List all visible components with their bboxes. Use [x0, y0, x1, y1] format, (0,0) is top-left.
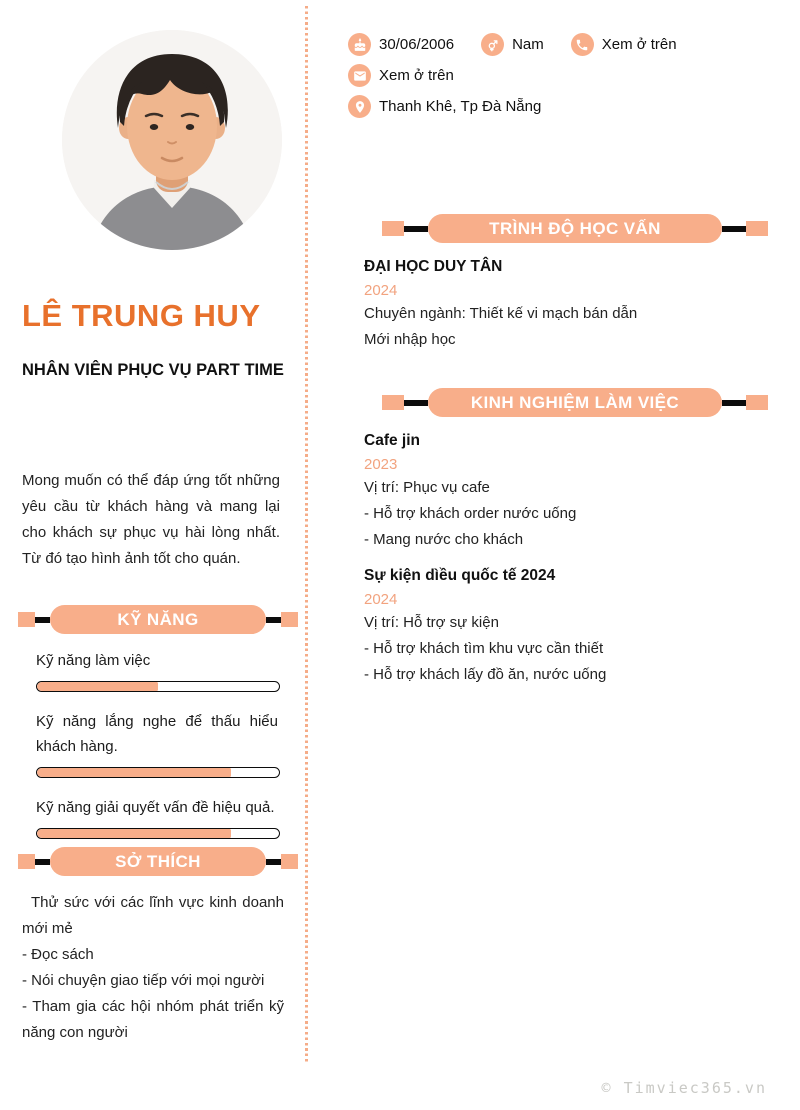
- address-value: Thanh Khê, Tp Đà Nẵng: [379, 98, 542, 115]
- location-pin-icon: [348, 95, 371, 118]
- candidate-title: NHÂN VIÊN PHỤC VỤ PART TIME: [22, 361, 284, 379]
- contact-email: [348, 64, 454, 87]
- experience-details: [364, 610, 784, 688]
- skills-section-header: [18, 605, 298, 634]
- education-section-header: [382, 214, 768, 243]
- skill-bar: [36, 828, 280, 839]
- education-entries: [364, 258, 784, 367]
- header-bar-left: [35, 859, 50, 865]
- email-icon: [348, 64, 371, 87]
- experience-detail-line: - Mang nước cho khách: [364, 531, 524, 548]
- header-square-right: [281, 854, 298, 869]
- header-square-right: [746, 395, 768, 410]
- hobbies-list: [22, 890, 284, 1046]
- phone-icon: [571, 33, 594, 56]
- contact-phone: [571, 33, 677, 56]
- experience-detail-line: - Hỗ trợ khách lấy đồ ăn, nước uống: [364, 666, 607, 683]
- site-watermark: © Timviec365.vn: [601, 1079, 767, 1097]
- skill-label: Kỹ năng lắng nghe để thấu hiểu khách hàng.: [36, 713, 278, 755]
- email-value: Xem ở trên: [379, 67, 454, 84]
- header-square-right: [281, 612, 298, 627]
- employer-name: Cafe jin: [364, 432, 420, 449]
- experience-year: 2023: [364, 456, 398, 473]
- hobbies-section-title: SỞ THÍCH: [50, 847, 266, 876]
- phone-value: Xem ở trên: [601, 36, 677, 53]
- skill-bar: [36, 767, 280, 778]
- experience-section-title: KINH NGHIỆM LÀM VIỆC: [428, 388, 722, 417]
- education-details: [364, 301, 784, 353]
- header-square-left: [18, 612, 35, 627]
- experience-detail-line: Vị trí: Hỗ trợ sự kiện: [364, 614, 499, 631]
- header-bar-left: [404, 226, 428, 232]
- portrait-illustration: [62, 30, 282, 250]
- experience-entry: [364, 567, 784, 688]
- education-detail-line: Chuyên ngành: Thiết kế vi mạch bán dẫn: [364, 305, 638, 322]
- career-objective: Mong muốn có thể đáp ứng tốt những yêu cầu từ khách hàng và mang lại cho khách sự phục vụ hài lòng nhất. Từ đó tạo hình ảnh tốt cho quán.: [22, 472, 280, 567]
- hobbies-section-header: [18, 847, 298, 876]
- education-section-title: TRÌNH ĐỘ HỌC VẤN: [428, 214, 722, 243]
- skill-bar-fill: [37, 682, 158, 691]
- education-detail-line: Mới nhập học: [364, 331, 456, 348]
- gender-icon: [481, 33, 504, 56]
- contact-address: [348, 95, 541, 118]
- education-year: 2024: [364, 282, 398, 299]
- school-name: ĐẠI HỌC DUY TÂN: [364, 258, 503, 275]
- experience-entries: [364, 432, 784, 702]
- header-square-right: [746, 221, 768, 236]
- experience-entry: [364, 432, 784, 553]
- skills-list: [36, 648, 278, 856]
- experience-section-header: [382, 388, 768, 417]
- header-bar-left: [404, 400, 428, 406]
- header-square-left: [382, 221, 404, 236]
- contact-birthday: [348, 33, 454, 56]
- experience-detail-line: Vị trí: Phục vụ cafe: [364, 479, 490, 496]
- skills-section-title: KỸ NĂNG: [50, 605, 266, 634]
- experience-detail-line: - Hỗ trợ khách tìm khu vực cần thiết: [364, 640, 604, 657]
- contact-row: [348, 95, 788, 118]
- contact-row: [348, 33, 788, 56]
- contact-row: [348, 64, 788, 87]
- header-bar-left: [35, 617, 50, 623]
- experience-year: 2024: [364, 591, 398, 608]
- skill-label: Kỹ năng làm việc: [36, 652, 151, 669]
- experience-details: [364, 475, 784, 553]
- birthday-value: 30/06/2006: [379, 36, 455, 53]
- gender-value: Nam: [512, 36, 544, 53]
- hobby-item: - Tham gia các hội nhóm phát triển kỹ năng con người: [22, 998, 284, 1041]
- hobby-item: Thử sức với các lĩnh vực kinh doanh mới mẻ: [22, 894, 284, 937]
- contact-gender: [481, 33, 544, 56]
- header-bar-right: [722, 400, 746, 406]
- skill-bar-fill: [37, 768, 231, 777]
- birthday-cake-icon: [348, 33, 371, 56]
- hobby-item: - Nói chuyện giao tiếp với mọi người: [22, 972, 265, 989]
- header-bar-right: [266, 617, 281, 623]
- skill-bar: [36, 681, 280, 692]
- header-bar-right: [722, 226, 746, 232]
- dotted-divider: [305, 6, 308, 1064]
- profile-photo: [62, 30, 282, 250]
- experience-detail-line: - Hỗ trợ khách order nước uống: [364, 505, 577, 522]
- header-bar-right: [266, 859, 281, 865]
- hobby-item: - Đọc sách: [22, 946, 94, 963]
- skill-bar-fill: [37, 829, 231, 838]
- header-square-left: [18, 854, 35, 869]
- skill-label: Kỹ năng giải quyết vấn đề hiệu quả.: [36, 799, 275, 816]
- education-entry: [364, 258, 784, 353]
- candidate-name: LÊ TRUNG HUY: [22, 298, 261, 333]
- contact-info: [348, 33, 788, 126]
- header-square-left: [382, 395, 404, 410]
- employer-name: Sự kiện dìều quốc tế 2024: [364, 567, 556, 584]
